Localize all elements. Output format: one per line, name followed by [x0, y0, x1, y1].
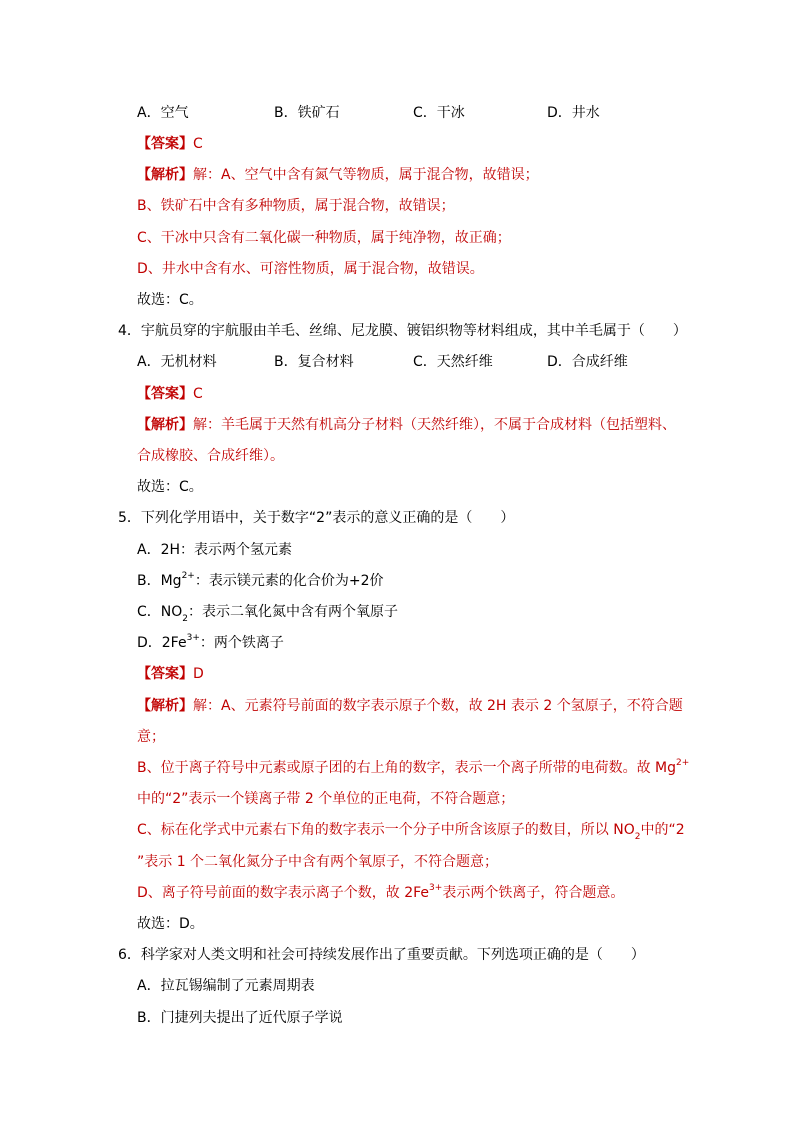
analysis-text: 解：A、空气中含有氮气等物质，属于混合物，故错误； — [193, 167, 539, 183]
q5-option-d — [137, 633, 284, 653]
q5-stem: 5．下列化学用语中，关于数字“2”表示的意义正确的是（ ） — [118, 510, 515, 526]
q6-option-a: A．拉瓦锡编制了元素周期表 — [137, 978, 315, 994]
q3-answer — [137, 134, 203, 154]
q4-option-c: C．天然纤维 — [413, 354, 493, 370]
q5-analysis-line-4: 中的“2”表示一个镁离子带 2 个单位的正电荷，不符合题意； — [137, 791, 515, 807]
q5-option-b — [137, 571, 384, 591]
q4-analysis-line-1 — [137, 415, 676, 435]
q3-analysis-line-4: D、井水中含有水、可溶性物质，属于混合物，故错误。 — [137, 261, 484, 277]
analysis-text: 中的“2 — [640, 822, 685, 838]
q5-analysis-line-3 — [137, 758, 689, 778]
q3-analysis-line-3: C、干冰中只含有二氧化碳一种物质，属于纯净物，故正确； — [137, 230, 511, 246]
q3-analysis-line-1 — [137, 165, 539, 185]
q4-analysis-line-2: 合成橡胶、合成纤维）。 — [137, 448, 284, 464]
q3-analysis-line-2: B、铁矿石中含有多种物质，属于混合物，故错误； — [137, 198, 455, 214]
option-text: B．Mg — [137, 573, 182, 589]
q5-choose: 故选：D。 — [137, 916, 204, 932]
q3-options — [137, 103, 657, 123]
analysis-text: 解：A、元素符号前面的数字表示原子个数，故 2H 表示 2 个氢原子，不符合题 — [193, 698, 683, 714]
analysis-text: D、离子符号前面的数字表示离子个数，故 2Fe — [137, 885, 430, 901]
analysis-text: B、位于离子符号中元素或原子团的右上角的数字，表示一个离子所带的电荷数。故 Mg — [137, 760, 677, 776]
q6-stem: 6．科学家对人类文明和社会可持续发展作出了重要贡献。下列选项正确的是（ ） — [118, 947, 645, 963]
answer-value: C — [193, 136, 203, 152]
q4-choose: 故选：C。 — [137, 479, 203, 495]
answer-tag: 【答案】 — [137, 136, 193, 152]
q5-analysis-line-5 — [137, 820, 685, 840]
option-text: ：表示二氧化氮中含有两个氧原子 — [188, 604, 399, 620]
q5-analysis-line-2: 意； — [137, 729, 165, 745]
superscript: 2+ — [181, 571, 195, 582]
analysis-tag: 【解析】 — [137, 698, 193, 714]
option-text: ：表示镁元素的化合价为+2价 — [194, 573, 384, 589]
option-text: D．2Fe — [137, 635, 187, 651]
q5-option-c — [137, 602, 398, 622]
q4-option-d: D．合成纤维 — [547, 354, 628, 370]
superscript: 2+ — [676, 758, 690, 769]
answer-value: D — [193, 666, 204, 682]
q4-option-a: A．无机材料 — [137, 354, 217, 370]
q4-options — [137, 352, 657, 372]
q3-option-b: B．铁矿石 — [274, 105, 340, 121]
subscript: 2 — [182, 613, 189, 624]
q5-analysis-line-6: ”表示 1 个二氧化氮分子中含有两个氧原子，不符合题意； — [137, 854, 499, 870]
q3-option-a: A．空气 — [137, 105, 189, 121]
analysis-text: 表示两个铁离子，符合题意。 — [442, 885, 625, 901]
q4-option-b: B．复合材料 — [274, 354, 354, 370]
q5-option-a: A．2H：表示两个氢元素 — [137, 542, 293, 558]
superscript: 3+ — [186, 633, 200, 644]
q4-answer — [137, 384, 203, 404]
q3-option-d: D．井水 — [547, 105, 600, 121]
option-text: ：两个铁离子 — [199, 635, 284, 651]
q6-option-b: B．门捷列夫提出了近代原子学说 — [137, 1010, 343, 1026]
q3-option-c: C．干冰 — [413, 105, 465, 121]
answer-tag: 【答案】 — [137, 666, 193, 682]
analysis-tag: 【解析】 — [137, 167, 193, 183]
superscript: 3+ — [429, 883, 443, 894]
q5-analysis-line-1 — [137, 696, 683, 716]
q3-choose: 故选：C。 — [137, 292, 203, 308]
q5-analysis-line-7 — [137, 883, 624, 903]
analysis-text: C、标在化学式中元素右下角的数字表示一个分子中所含该原子的数目，所以 NO — [137, 822, 635, 838]
analysis-tag: 【解析】 — [137, 417, 193, 433]
analysis-text: 解：羊毛属于天然有机高分子材料（天然纤维），不属于合成材料（包括塑料、 — [193, 417, 676, 433]
q5-answer — [137, 664, 204, 684]
option-text: C．NO — [137, 604, 183, 620]
subscript: 2 — [634, 831, 641, 842]
q4-stem: 4．宇航员穿的宇航服由羊毛、丝绵、尼龙膜、镀铝织物等材料组成，其中羊毛属于（ ） — [118, 323, 687, 339]
answer-value: C — [193, 386, 203, 402]
answer-tag: 【答案】 — [137, 386, 193, 402]
